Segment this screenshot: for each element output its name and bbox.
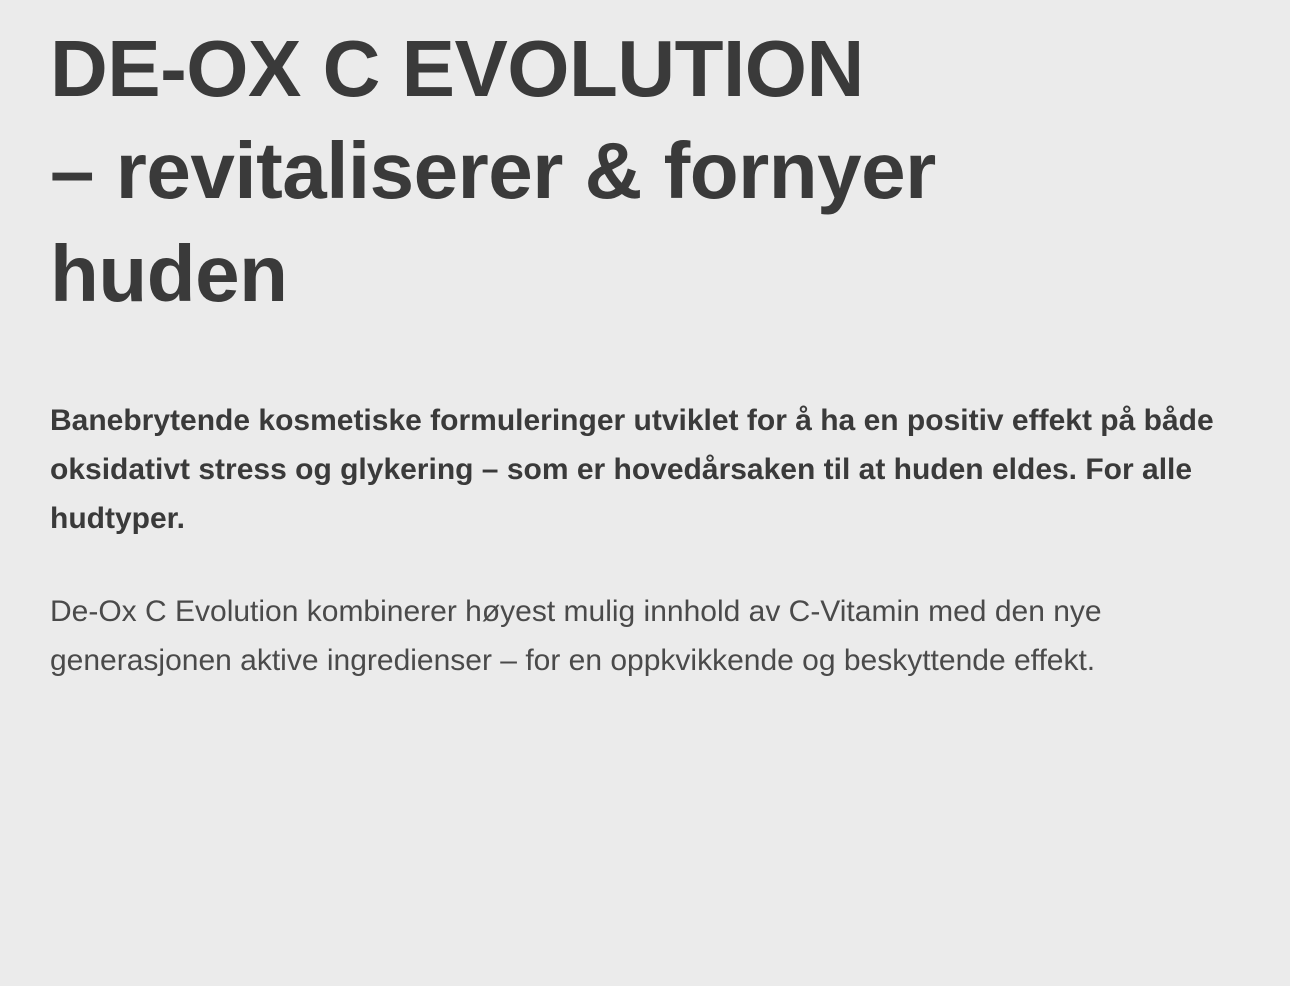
body-paragraph: De-Ox C Evolution kombinerer høyest mulig innhold av C-Vitamin med den nye generasjonen aktive ingredienser – for en oppkvikkende og beskyttende effekt.	[50, 594, 1102, 677]
page-title-line-1: DE-OX C EVOLUTION	[50, 24, 864, 113]
page-title-line-3: huden	[50, 228, 288, 318]
page-title	[50, 18, 1240, 325]
page-title-line-2: – revitaliserer & fornyer	[50, 126, 936, 216]
lead-paragraph: Banebrytende kosmetiske formuleringer utviklet for å ha en positiv effekt på både oksidativt stress og glykering – som er hovedårsaken til at huden eldes. For alle hudtyper.	[50, 404, 1214, 535]
